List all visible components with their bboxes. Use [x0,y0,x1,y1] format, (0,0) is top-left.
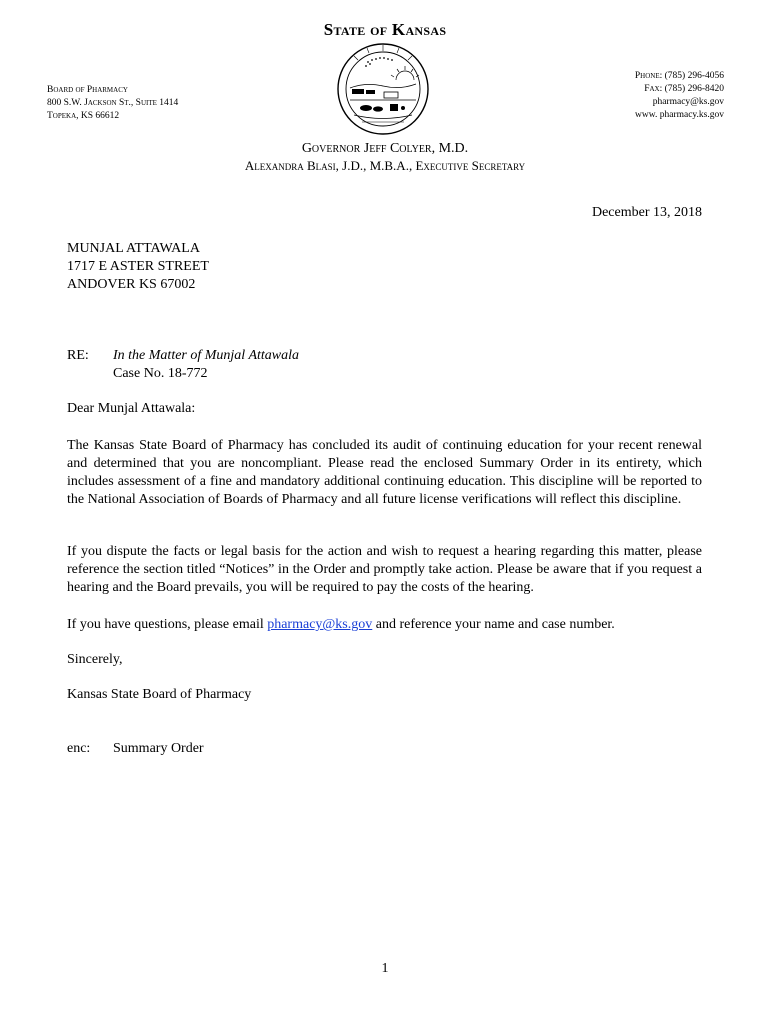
signature: Kansas State Board of Pharmacy [67,687,252,702]
contact-email: pharmacy@ks.gov [652,97,724,107]
email-link[interactable]: pharmacy@ks.gov [267,617,373,632]
recipient-street: 1717 E ASTER STREET [67,259,209,274]
board-city: Topeka, KS 66612 [47,111,120,121]
contact-block [635,70,724,122]
board-address-block [47,84,178,123]
paragraph-questions-before: If you have questions, please email [67,617,268,632]
recipient-address [67,240,209,294]
contact-website: www. pharmacy.ks.gov [635,110,724,120]
paragraph-dispute: If you dispute the facts or legal basis for the action and wish to request a hearing regarding this matter, please reference the section titled “Notices” in the Order and promptly take action. Please be aware that if you request a hearing and the Board prevails, you will be required to pay the costs of the hearing. [67,544,702,595]
enclosure-label: enc: [67,741,91,756]
governor-line: Governor Jeff Colyer, M.D. [301,141,469,156]
paragraph-questions-after: and reference your name and case number. [372,617,615,632]
board-name: Board of Pharmacy [47,85,128,95]
page-number: 1 [381,961,389,976]
case-number: Case No. 18-772 [113,366,208,381]
contact-phone: Phone: (785) 296-4056 [634,71,724,81]
board-street: 800 S.W. Jackson St., Suite 1414 [47,98,179,108]
closing: Sincerely, [67,652,123,667]
salutation: Dear Munjal Attawala: [67,401,196,416]
contact-fax: Fax: (785) 296-8420 [644,84,724,94]
recipient-name: MUNJAL ATTAWALA [67,241,200,256]
enclosure-value: Summary Order [113,741,204,756]
executive-secretary-line: Alexandra Blasi, J.D., M.B.A., Executive Secretary [244,158,526,173]
paragraph-audit: The Kansas State Board of Pharmacy has concluded its audit of continuing education for your recent renewal and determined that you are noncompliant. Please read the enclosed Summary Order in its entirety, which includes assessment of a fine and mandatory additional continuing education. This discipline will be reported to the National Association of Boards of Pharmacy and all future license verifications will reflect this discipline. [67,438,702,507]
paragraph-questions [67,616,702,634]
state-title: State of Kansas [323,20,447,39]
kansas-state-seal-icon [336,42,430,136]
re-label: RE: [67,348,89,363]
recipient-city: ANDOVER KS 67002 [67,277,196,292]
re-matter: In the Matter of Munjal Attawala [113,348,300,363]
letter-date: December 13, 2018 [591,205,702,220]
